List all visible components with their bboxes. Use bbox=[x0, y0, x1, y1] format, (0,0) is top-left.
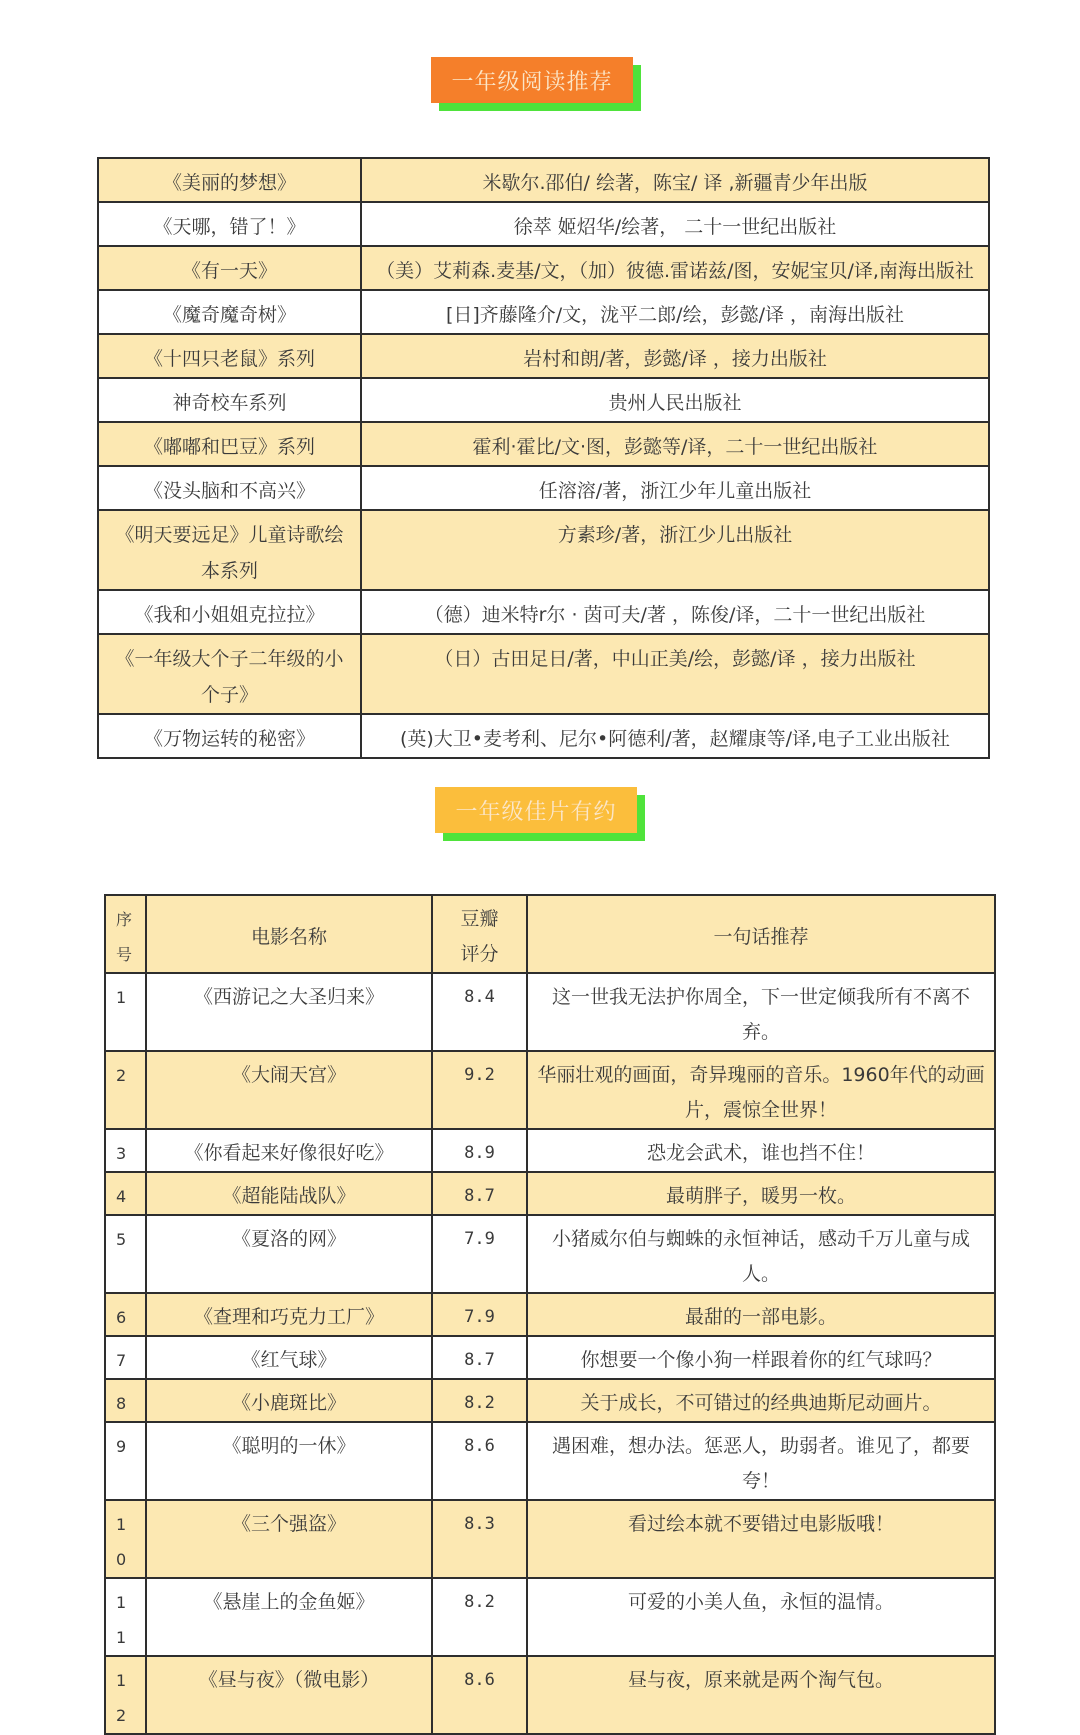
table-row bbox=[105, 973, 995, 1051]
movie-name: 《悬崖上的金鱼姬》 bbox=[146, 1578, 432, 1656]
movie-number: 1 bbox=[105, 973, 146, 1051]
movie-name: 《聪明的一休》 bbox=[146, 1422, 432, 1500]
book-info: [日]齐藤隆介/文，泷平二郎/绘，彭懿/译 ，南海出版社 bbox=[361, 290, 989, 334]
movie-name: 《夏洛的网》 bbox=[146, 1215, 432, 1293]
table-row bbox=[105, 1051, 995, 1129]
movie-number: 12 bbox=[105, 1656, 146, 1734]
table-row bbox=[105, 1293, 995, 1336]
header-num: 序号 bbox=[105, 895, 146, 973]
table-row bbox=[98, 290, 989, 334]
book-info: 米歇尔.邵伯/ 绘著，陈宝/ 译 ,新疆青少年出版 bbox=[361, 158, 989, 202]
movie-score: 8.6 bbox=[432, 1656, 527, 1734]
movie-score: 8.9 bbox=[432, 1129, 527, 1172]
movie-name: 《大闹天宫》 bbox=[146, 1051, 432, 1129]
movies-section-banner bbox=[435, 787, 637, 833]
book-title: 《十四只老鼠》系列 bbox=[98, 334, 361, 378]
movie-number: 11 bbox=[105, 1578, 146, 1656]
table-row bbox=[105, 1172, 995, 1215]
table-row bbox=[105, 1578, 995, 1656]
book-title: 《万物运转的秘密》 bbox=[98, 714, 361, 758]
table-row bbox=[98, 510, 989, 590]
movie-name: 《小鹿斑比》 bbox=[146, 1379, 432, 1422]
book-info: 徐萃 姬炤华/绘著， 二十一世纪出版社 bbox=[361, 202, 989, 246]
table-header-row bbox=[105, 895, 995, 973]
book-title: 神奇校车系列 bbox=[98, 378, 361, 422]
movie-score: 8.6 bbox=[432, 1422, 527, 1500]
movie-comment: 关于成长，不可错过的经典迪斯尼动画片。 bbox=[527, 1379, 995, 1422]
movie-number: 4 bbox=[105, 1172, 146, 1215]
table-row bbox=[105, 1129, 995, 1172]
table-row bbox=[105, 1500, 995, 1578]
movie-score: 7.9 bbox=[432, 1293, 527, 1336]
movie-score: 8.7 bbox=[432, 1172, 527, 1215]
header-comment: 一句话推荐 bbox=[527, 895, 995, 973]
movies-table bbox=[104, 894, 996, 1735]
header-score: 豆瓣评分 bbox=[432, 895, 527, 973]
header-name: 电影名称 bbox=[146, 895, 432, 973]
book-title: 《魔奇魔奇树》 bbox=[98, 290, 361, 334]
movie-name: 《三个强盗》 bbox=[146, 1500, 432, 1578]
reading-section-title: 一年级阅读推荐 bbox=[431, 57, 633, 103]
movie-comment: 你想要一个像小狗一样跟着你的红气球吗？ bbox=[527, 1336, 995, 1379]
movie-comment: 昼与夜，原来就是两个淘气包。 bbox=[527, 1656, 995, 1734]
table-row bbox=[98, 378, 989, 422]
movie-comment: 华丽壮观的画面，奇异瑰丽的音乐。1960年代的动画片，震惊全世界！ bbox=[527, 1051, 995, 1129]
movie-score: 8.2 bbox=[432, 1379, 527, 1422]
movie-name: 《昼与夜》（微电影） bbox=[146, 1656, 432, 1734]
movie-name: 《西游记之大圣归来》 bbox=[146, 973, 432, 1051]
table-row bbox=[98, 714, 989, 758]
table-row bbox=[98, 246, 989, 290]
movie-score: 8.4 bbox=[432, 973, 527, 1051]
table-row bbox=[98, 158, 989, 202]
book-info: 方素珍/著，浙江少儿出版社 bbox=[361, 510, 989, 590]
reading-table bbox=[97, 157, 990, 759]
movie-name: 《超能陆战队》 bbox=[146, 1172, 432, 1215]
movie-number: 10 bbox=[105, 1500, 146, 1578]
movie-number: 9 bbox=[105, 1422, 146, 1500]
movies-section-title: 一年级佳片有约 bbox=[435, 787, 637, 833]
book-info: 岩村和朗/著，彭懿/译 ，接力出版社 bbox=[361, 334, 989, 378]
movie-name: 《红气球》 bbox=[146, 1336, 432, 1379]
book-info: (英)大卫•麦考利、尼尔•阿德利/著，赵耀康等/译,电子工业出版社 bbox=[361, 714, 989, 758]
book-info: 霍利·霍比/文·图，彭懿等/译，二十一世纪出版社 bbox=[361, 422, 989, 466]
movie-name: 《查理和巧克力工厂》 bbox=[146, 1293, 432, 1336]
movie-number: 5 bbox=[105, 1215, 146, 1293]
book-info: （德）迪米特r尔 · 茵可夫/著 ，陈俊/译，二十一世纪出版社 bbox=[361, 590, 989, 634]
book-info: （美）艾莉森.麦基/文，（加）彼德.雷诺兹/图，安妮宝贝/译,南海出版社 bbox=[361, 246, 989, 290]
table-row bbox=[105, 1656, 995, 1734]
movie-score: 7.9 bbox=[432, 1215, 527, 1293]
movie-score: 8.3 bbox=[432, 1500, 527, 1578]
table-row bbox=[98, 590, 989, 634]
movie-number: 3 bbox=[105, 1129, 146, 1172]
table-row bbox=[98, 466, 989, 510]
book-title: 《明天要远足》儿童诗歌绘本系列 bbox=[98, 510, 361, 590]
movie-score: 9.2 bbox=[432, 1051, 527, 1129]
movie-comment: 最萌胖子，暖男一枚。 bbox=[527, 1172, 995, 1215]
table-row bbox=[98, 422, 989, 466]
movie-comment: 这一世我无法护你周全，下一世定倾我所有不离不弃。 bbox=[527, 973, 995, 1051]
table-row bbox=[105, 1422, 995, 1500]
book-title: 《没头脑和不高兴》 bbox=[98, 466, 361, 510]
movie-score: 8.2 bbox=[432, 1578, 527, 1656]
movie-number: 6 bbox=[105, 1293, 146, 1336]
book-info: （日）古田足日/著，中山正美/绘，彭懿/译 ，接力出版社 bbox=[361, 634, 989, 714]
movie-comment: 可爱的小美人鱼，永恒的温情。 bbox=[527, 1578, 995, 1656]
book-title: 《有一天》 bbox=[98, 246, 361, 290]
movie-comment: 看过绘本就不要错过电影版哦！ bbox=[527, 1500, 995, 1578]
reading-section-banner bbox=[431, 57, 633, 103]
movie-number: 7 bbox=[105, 1336, 146, 1379]
book-title: 《嘟嘟和巴豆》系列 bbox=[98, 422, 361, 466]
movie-number: 8 bbox=[105, 1379, 146, 1422]
book-title: 《一年级大个子二年级的小个子》 bbox=[98, 634, 361, 714]
movie-comment: 最甜的一部电影。 bbox=[527, 1293, 995, 1336]
book-title: 《我和小姐姐克拉拉》 bbox=[98, 590, 361, 634]
movie-comment: 恐龙会武术，谁也挡不住！ bbox=[527, 1129, 995, 1172]
table-row bbox=[98, 202, 989, 246]
table-row bbox=[98, 334, 989, 378]
book-title: 《天哪，错了！》 bbox=[98, 202, 361, 246]
book-title: 《美丽的梦想》 bbox=[98, 158, 361, 202]
table-row bbox=[98, 634, 989, 714]
book-info: 任溶溶/著，浙江少年儿童出版社 bbox=[361, 466, 989, 510]
table-row bbox=[105, 1379, 995, 1422]
table-row bbox=[105, 1215, 995, 1293]
movie-number: 2 bbox=[105, 1051, 146, 1129]
book-info: 贵州人民出版社 bbox=[361, 378, 989, 422]
table-row bbox=[105, 1336, 995, 1379]
movie-score: 8.7 bbox=[432, 1336, 527, 1379]
movie-name: 《你看起来好像很好吃》 bbox=[146, 1129, 432, 1172]
movie-comment: 遇困难，想办法。惩恶人，助弱者。谁见了，都要夸！ bbox=[527, 1422, 995, 1500]
movie-comment: 小猪威尔伯与蜘蛛的永恒神话，感动千万儿童与成人。 bbox=[527, 1215, 995, 1293]
